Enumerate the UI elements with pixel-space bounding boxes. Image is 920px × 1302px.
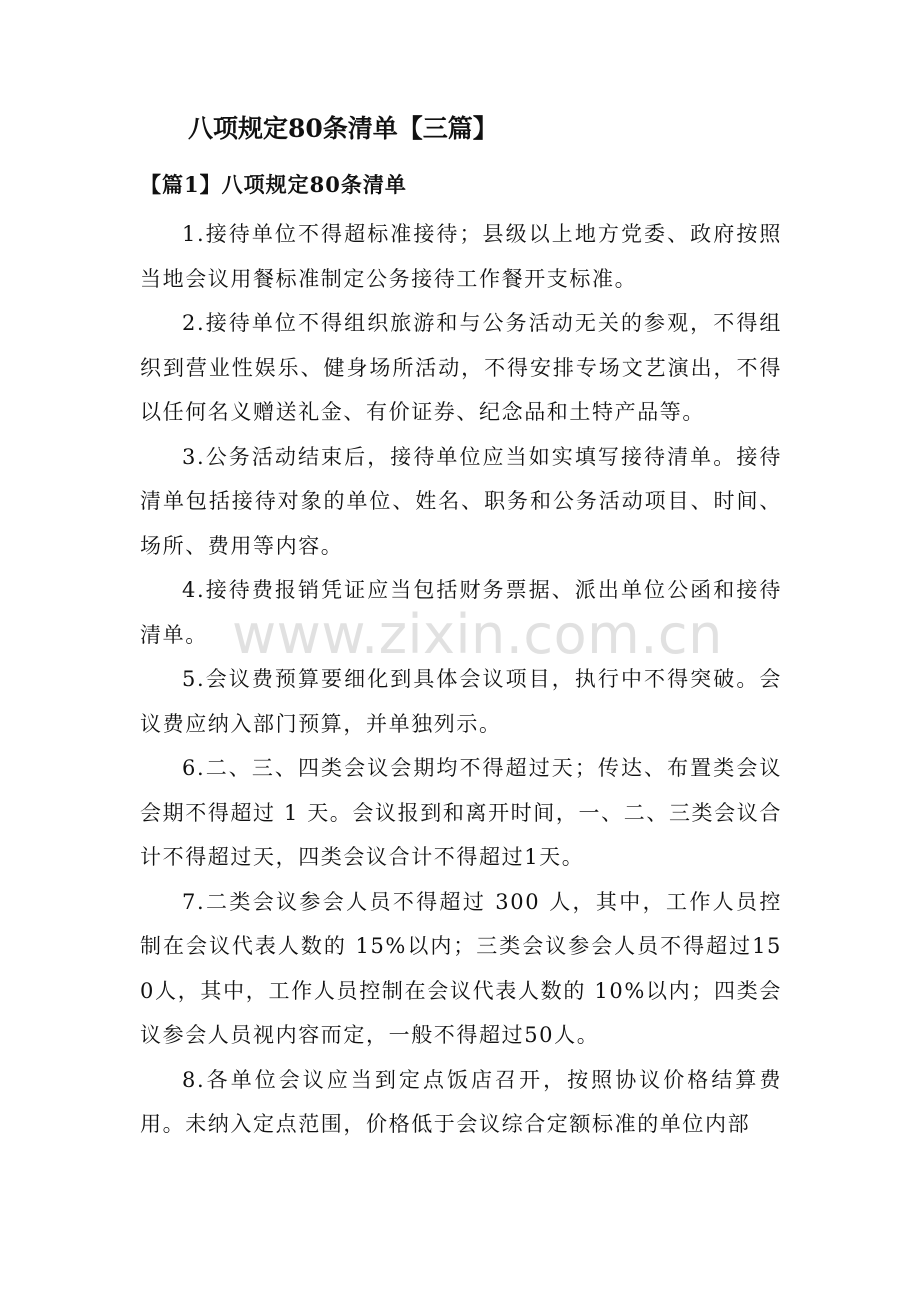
list-item: 6.二、三、四类会议会期均不得超过天；传达、布置类会议会期不得超过 1 天。会议报到和离开时间，一、二、三类会议合计不得超过天，四类会议合计不得超过1天。	[140, 756, 782, 869]
list-item: 1.接待单位不得超标准接待；县级以上地方党委、政府按照当地会议用餐标准制定公务接待工作餐开支标准。	[140, 222, 782, 291]
list-item: 7.二类会议参会人员不得超过 300 人，其中，工作人员控制在会议代表人数的 15%以内；三类会议参会人员不得超过150人，其中，工作人员控制在会议代表人数的 10%以内；四类会议参会人员视内容而定，一般不得超过50人。	[140, 889, 782, 1047]
document-title: 八项规定80条清单【三篇】	[188, 114, 498, 143]
section-heading: 【篇1】八项规定80条清单	[140, 172, 407, 197]
watermark: www.zixin.com.cn	[232, 603, 723, 666]
list-item: 4.接待费报销凭证应当包括财务票据、派出单位公函和接待清单。	[140, 578, 782, 647]
list-item: 3.公务活动结束后，接待单位应当如实填写接待清单。接待清单包括接待对象的单位、姓名、职务和公务活动项目、时间、场所、费用等内容。	[140, 444, 782, 558]
list-item: 5.会议费预算要细化到具体会议项目，执行中不得突破。会议费应纳入部门预算，并单独列示。	[140, 667, 782, 736]
item-list	[140, 212, 782, 1147]
list-item: 2.接待单位不得组织旅游和与公务活动无关的参观，不得组织到营业性娱乐、健身场所活动，不得安排专场文艺演出，不得以任何名义赠送礼金、有价证券、纪念品和土特产品等。	[140, 311, 782, 424]
list-item: 8.各单位会议应当到定点饭店召开，按照协议价格结算费用。未纳入定点范围，价格低于会议综合定额标准的单位内部	[140, 1067, 782, 1136]
